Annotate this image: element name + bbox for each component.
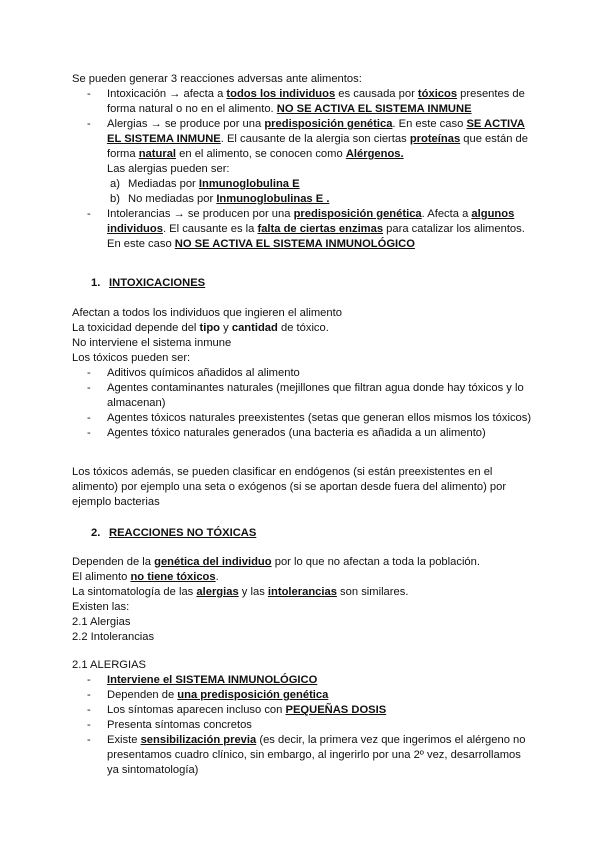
- heading-number: 1.: [91, 277, 101, 289]
- text: presentes de: [457, 88, 525, 100]
- reaction-allergy: [72, 117, 532, 177]
- reaction-list-cont: [72, 207, 532, 252]
- text: Dependen de: [107, 689, 178, 701]
- text: Los síntomas aparecen incluso con: [107, 704, 286, 716]
- paragraph: No interviene el sistema inmune: [72, 337, 232, 349]
- paragraph: [72, 585, 532, 600]
- list-item: - Agentes tóxicos naturales preexistentes (setas que generan ellos mismos los tóxicos): [72, 411, 532, 426]
- paragraph: [72, 321, 532, 336]
- emph: falta de ciertas enzimas: [257, 223, 384, 235]
- text: . El causante de la alergia son ciertas: [220, 133, 410, 145]
- emph: natural: [138, 148, 177, 160]
- text: forma: [107, 148, 139, 160]
- emph: cantidad: [231, 322, 278, 334]
- text: Alergias → se produce por una: [107, 118, 265, 130]
- emph: predisposición genética: [264, 118, 393, 130]
- text: en el alimento, se conocen como: [176, 148, 346, 160]
- emph: Inmunoglobulinas E .: [216, 193, 330, 205]
- emph: todos los individuos: [226, 88, 336, 100]
- text: No mediadas por: [128, 193, 217, 205]
- text: . El causante es la: [162, 223, 258, 235]
- text: Mediadas por: [128, 178, 199, 190]
- paragraph: 2.2 Intolerancias: [72, 631, 155, 643]
- text: Dependen de la: [72, 556, 155, 568]
- list-item: - Agentes tóxico naturales generados (una bacteria es añadida a un alimento): [72, 426, 532, 441]
- emph: una predisposición genética: [177, 689, 329, 701]
- emph: NO SE ACTIVA EL SISTEMA INMUNOLÓGICO: [174, 238, 415, 250]
- text: y las: [238, 586, 268, 598]
- intro-text: Se pueden generar 3 reacciones adversas ante alimentos:: [72, 73, 362, 85]
- allergy-types: [72, 177, 532, 207]
- paragraph: 2.1 Alergias: [72, 616, 131, 628]
- paragraph: Afectan a todos los individuos que ingieren el alimento: [72, 307, 342, 319]
- emph: proteínas: [409, 133, 461, 145]
- paragraph: [72, 570, 532, 585]
- emph: predisposición genética: [293, 208, 422, 220]
- emph: genética del individuo: [154, 556, 272, 568]
- text: y: [220, 322, 232, 334]
- emph: tóxicos: [417, 88, 458, 100]
- text: Las alergias pueden ser:: [107, 163, 230, 175]
- list-item: - Presenta síntomas concretos: [72, 718, 532, 733]
- list-item: - Aditivos químicos añadidos al alimento: [72, 366, 532, 381]
- text: El alimento: [72, 571, 131, 583]
- emph: no tiene tóxicos: [130, 571, 216, 583]
- text: Intoxicación → afecta a: [107, 88, 227, 100]
- text: .: [215, 571, 219, 583]
- paragraph: [72, 555, 532, 570]
- text: para catalizar los alimentos.: [383, 223, 525, 235]
- list-item: [72, 673, 532, 688]
- text: son similares.: [336, 586, 409, 598]
- text: es causada por: [335, 88, 418, 100]
- allergy-type-b: [72, 192, 532, 207]
- text: de tóxico.: [277, 322, 329, 334]
- text: . Afecta a: [421, 208, 472, 220]
- marker: a): [110, 178, 120, 190]
- reaction-intoxication: [72, 87, 532, 117]
- list-item: [72, 733, 532, 778]
- text: . En este caso: [392, 118, 467, 130]
- emph: EL SISTEMA INMUNE: [107, 133, 221, 145]
- emph: algunos: [471, 208, 515, 220]
- emph: PEQUEÑAS DOSIS: [285, 704, 387, 716]
- section21: [72, 658, 532, 778]
- heading-title: INTOXICACIONES: [109, 277, 206, 289]
- emph: tipo: [199, 322, 221, 334]
- paragraph: Los tóxicos además, se pueden clasificar en endógenos (si están preexistentes en el alimento) por ejemplo una seta o exógenos (si se aportan desde fuera del alimento) por ejemplo bacterias: [72, 466, 507, 508]
- text: por lo que no afectan a toda la población.: [271, 556, 480, 568]
- text: (es decir, la primera vez que ingerimos el alérgeno no presentamos cuadro clínico, sin embargo, al ingerirlo por una 2º vez, desarrollamos ya sintomatología): [107, 734, 526, 776]
- text: Intolerancias → se producen por una: [107, 208, 294, 220]
- list-item: - Agentes contaminantes naturales (mejillones que filtran agua donde hay tóxicos y lo almacenan): [72, 381, 532, 411]
- subsection-title: 2.1 ALERGIAS: [72, 659, 147, 671]
- text: Existe: [107, 734, 141, 746]
- allergy-features: [72, 673, 532, 778]
- emph: Alérgenos.: [345, 148, 404, 160]
- emph: individuos: [107, 223, 163, 235]
- marker: b): [110, 193, 120, 205]
- list-item: [72, 703, 532, 718]
- heading-number: 2.: [91, 527, 101, 539]
- reaction-list: [72, 87, 532, 177]
- text: forma natural o no en el alimento.: [107, 103, 277, 115]
- list-item: [72, 688, 532, 703]
- section1-closing: [72, 465, 512, 510]
- emph: Interviene el SISTEMA INMUNOLÓGICO: [107, 674, 318, 686]
- text: En este caso: [107, 238, 175, 250]
- section1-body: [72, 306, 532, 441]
- allergy-type-a: [72, 177, 532, 192]
- emph: intolerancias: [267, 586, 337, 598]
- paragraph: Los tóxicos pueden ser:: [72, 352, 191, 364]
- emph: SE ACTIVA: [466, 118, 525, 130]
- toxic-list: [72, 366, 532, 441]
- text: que están de: [460, 133, 528, 145]
- paragraph: Existen las:: [72, 601, 130, 613]
- text: La toxicidad depende del: [72, 322, 200, 334]
- intro-block: [72, 72, 532, 252]
- reaction-intolerance: [72, 207, 532, 252]
- heading-title: REACCIONES NO TÓXICAS: [109, 527, 257, 539]
- section2-body: [72, 555, 532, 645]
- text: La sintomatología de las: [72, 586, 197, 598]
- emph: sensibilización previa: [140, 734, 257, 746]
- emph: alergias: [196, 586, 239, 598]
- section1-heading: [72, 276, 569, 291]
- section2-heading: [72, 526, 569, 541]
- emph: Inmunoglobulina E: [198, 178, 300, 190]
- emph: NO SE ACTIVA EL SISTEMA INMUNE: [276, 103, 472, 115]
